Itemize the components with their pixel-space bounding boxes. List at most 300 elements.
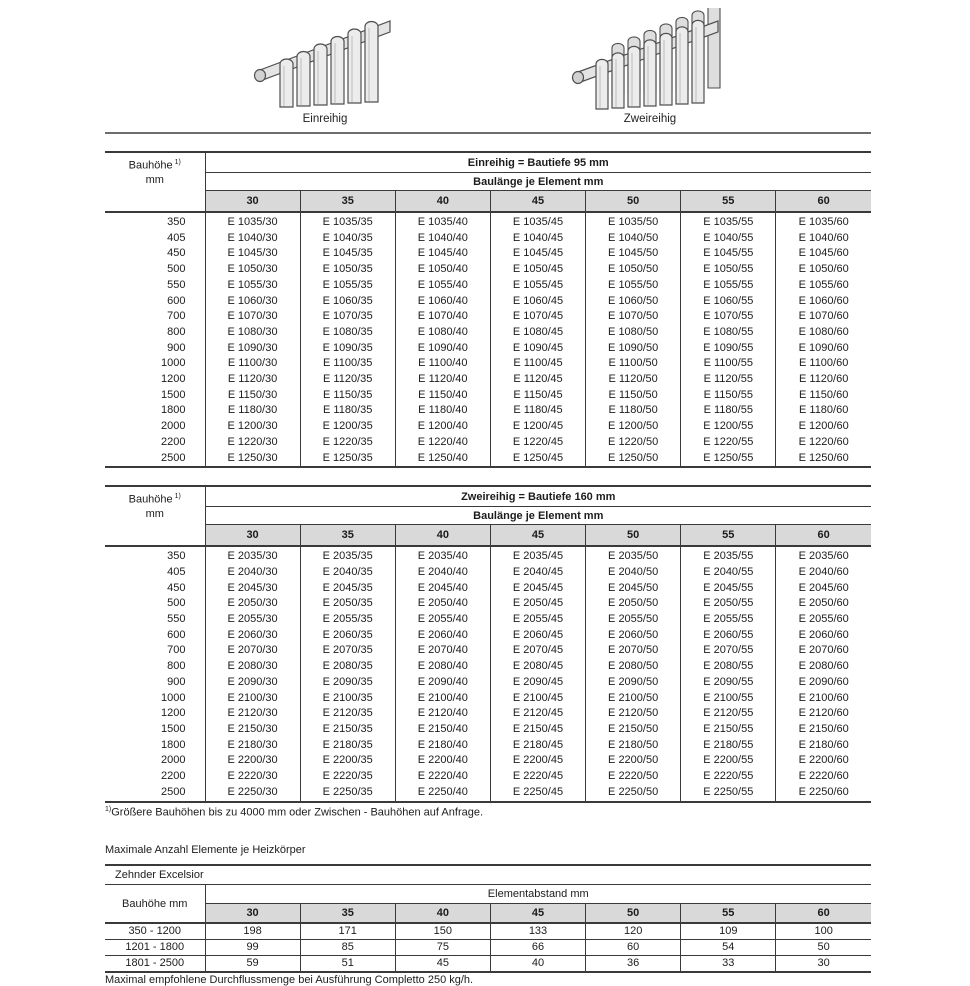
model-code-cell: E 2090/45 (490, 675, 585, 691)
model-code-cell: E 1050/55 (681, 262, 776, 278)
model-code-cell: E 2180/30 (205, 738, 300, 754)
bauhoehe-cell: 1500 (161, 722, 186, 735)
bauhoehe-cell: 350 (167, 216, 186, 228)
max-elements-cell: 45 (395, 956, 490, 973)
model-code-cell: E 1080/30 (205, 325, 300, 341)
model-code-cell: E 2180/50 (586, 738, 681, 754)
model-code-cell: E 2070/30 (205, 643, 300, 659)
model-code-cell: E 1055/50 (586, 278, 681, 294)
model-row (105, 691, 871, 707)
model-code-cell: E 1220/35 (300, 435, 395, 451)
model-code-cell: E 1250/40 (395, 451, 490, 468)
model-code-cell: E 1120/45 (490, 372, 585, 388)
model-code-cell: E 1090/40 (395, 341, 490, 357)
max-elements-cell: 85 (300, 940, 395, 956)
model-code-cell: E 2070/45 (490, 643, 585, 659)
model-code-cell: E 2050/55 (681, 596, 776, 612)
model-code-cell: E 2250/55 (681, 785, 776, 802)
model-code-cell: E 1055/45 (490, 278, 585, 294)
model-row (105, 451, 871, 468)
bauhoehe-cell: 1200 (161, 373, 186, 386)
model-code-cell: E 1045/50 (586, 246, 681, 262)
model-code-cell: E 1040/55 (681, 231, 776, 247)
model-code-cell: E 2045/60 (776, 581, 871, 597)
model-code-cell: E 2120/35 (300, 706, 395, 722)
model-code-cell: E 2080/45 (490, 659, 585, 675)
model-code-cell: E 2090/50 (586, 675, 681, 691)
column-header: 50 (586, 525, 681, 547)
model-row (105, 785, 871, 802)
model-code-cell: E 2180/45 (490, 738, 585, 754)
model-code-cell: E 1090/50 (586, 341, 681, 357)
model-code-cell: E 2070/40 (395, 643, 490, 659)
bauhoehe-cell: 450 (167, 247, 186, 260)
bauhoehe-cell: 2500 (161, 451, 186, 464)
model-code-cell: E 2150/45 (490, 722, 585, 738)
model-code-cell: E 1070/40 (395, 309, 490, 325)
model-code-cell: E 1040/45 (490, 231, 585, 247)
model-row (105, 246, 871, 262)
model-code-cell: E 2150/35 (300, 722, 395, 738)
model-code-cell: E 2040/45 (490, 565, 585, 581)
column-header: 30 (205, 904, 300, 924)
model-code-cell: E 1120/30 (205, 372, 300, 388)
bauhoehe-cell: 1000 (161, 357, 186, 370)
model-code-cell: E 1035/60 (776, 212, 871, 231)
max-elements-cell: 66 (490, 940, 585, 956)
model-row (105, 643, 871, 659)
model-code-cell: E 2180/35 (300, 738, 395, 754)
model-code-cell: E 2250/50 (586, 785, 681, 802)
einreihig-model-table (105, 151, 871, 468)
column-header: 55 (681, 191, 776, 213)
model-code-cell: E 2120/40 (395, 706, 490, 722)
model-code-cell: E 2060/55 (681, 628, 776, 644)
model-row (105, 753, 871, 769)
model-code-cell: E 2080/55 (681, 659, 776, 675)
model-code-cell: E 1100/50 (586, 356, 681, 372)
footnote (105, 806, 871, 819)
figures-row (105, 0, 871, 129)
model-code-cell: E 2050/45 (490, 596, 585, 612)
bauhoehe-unit: mm (145, 507, 164, 520)
model-code-cell: E 1055/30 (205, 278, 300, 294)
model-code-cell: E 2200/40 (395, 753, 490, 769)
model-code-cell: E 1040/40 (395, 231, 490, 247)
max-elements-cell: 59 (205, 956, 300, 973)
table-subheader-row (105, 507, 871, 525)
bauhoehe-cell: 1800 (161, 404, 186, 417)
elements-row (105, 923, 871, 940)
model-code-cell: E 2080/35 (300, 659, 395, 675)
table-header-row (105, 486, 871, 507)
model-code-cell: E 2080/30 (205, 659, 300, 675)
model-code-cell: E 1180/45 (490, 403, 585, 419)
max-elements-table (105, 864, 871, 973)
model-code-cell: E 1220/45 (490, 435, 585, 451)
max-elements-cell: 150 (395, 923, 490, 940)
model-code-cell: E 1060/40 (395, 294, 490, 310)
model-code-cell: E 1120/55 (681, 372, 776, 388)
model-code-cell: E 2250/35 (300, 785, 395, 802)
model-code-cell: E 1055/55 (681, 278, 776, 294)
model-code-cell: E 2150/55 (681, 722, 776, 738)
bauhoehe-label: Bauhöhe (128, 159, 173, 172)
table-title: Einreihig = Bautiefe 95 mm (205, 152, 871, 173)
max-elements-cell: 75 (395, 940, 490, 956)
model-code-cell: E 2045/40 (395, 581, 490, 597)
model-code-cell: E 2055/40 (395, 612, 490, 628)
model-row (105, 565, 871, 581)
model-code-cell: E 1220/50 (586, 435, 681, 451)
table-header-row (105, 885, 871, 904)
table-title: Zweireihig = Bautiefe 160 mm (205, 486, 871, 507)
table-subtitle: Baulänge je Element mm (205, 507, 871, 525)
model-row (105, 738, 871, 754)
column-header: 50 (586, 904, 681, 924)
max-elements-cell: 40 (490, 956, 585, 973)
column-header: 40 (395, 191, 490, 213)
model-code-cell: E 2045/55 (681, 581, 776, 597)
model-code-cell: E 1200/40 (395, 419, 490, 435)
max-elements-cell: 120 (586, 923, 681, 940)
bauhoehe-cell: 800 (167, 660, 186, 673)
elements-row (105, 940, 871, 956)
model-code-cell: E 1250/30 (205, 451, 300, 468)
model-code-cell: E 1070/55 (681, 309, 776, 325)
model-code-cell: E 1060/35 (300, 294, 395, 310)
model-code-cell: E 2090/35 (300, 675, 395, 691)
model-row (105, 372, 871, 388)
footnote-text: Größere Bauhöhen bis zu 4000 mm oder Zwischen - Bauhöhen auf Anfrage. (111, 806, 484, 819)
column-header: 30 (205, 525, 300, 547)
model-row (105, 419, 871, 435)
model-row (105, 388, 871, 404)
model-code-cell: E 2090/60 (776, 675, 871, 691)
bauhoehe-column-header: Bauhöhe mm (105, 885, 205, 924)
column-header: 35 (300, 525, 395, 547)
model-row (105, 294, 871, 310)
model-code-cell: E 2055/50 (586, 612, 681, 628)
model-code-cell: E 1120/50 (586, 372, 681, 388)
model-code-cell: E 1060/30 (205, 294, 300, 310)
model-code-cell: E 1050/60 (776, 262, 871, 278)
model-code-cell: E 2150/60 (776, 722, 871, 738)
model-code-cell: E 2220/60 (776, 769, 871, 785)
model-row (105, 769, 871, 785)
model-code-cell: E 2250/60 (776, 785, 871, 802)
bauhoehe-cell: 350 (167, 550, 186, 563)
model-code-cell: E 1220/30 (205, 435, 300, 451)
model-code-cell: E 1250/60 (776, 451, 871, 468)
model-row (105, 356, 871, 372)
model-row (105, 309, 871, 325)
model-code-cell: E 2040/40 (395, 565, 490, 581)
model-code-cell: E 2200/30 (205, 753, 300, 769)
top-divider (105, 132, 871, 134)
model-code-cell: E 1045/30 (205, 246, 300, 262)
model-table-body (105, 546, 871, 801)
model-code-cell: E 2100/50 (586, 691, 681, 707)
max-elements-cell: 51 (300, 956, 395, 973)
model-code-cell: E 2050/35 (300, 596, 395, 612)
bauhoehe-cell: 2000 (161, 420, 186, 433)
model-code-cell: E 2180/55 (681, 738, 776, 754)
bauhoehe-cell: 2000 (161, 754, 186, 767)
model-code-cell: E 2050/60 (776, 596, 871, 612)
elements-table-body (105, 923, 871, 972)
model-code-cell: E 1150/35 (300, 388, 395, 404)
bauhoehe-range-cell: 1201 - 1800 (105, 940, 205, 956)
model-code-cell: E 1150/50 (586, 388, 681, 404)
bauhoehe-column-header (105, 486, 205, 546)
model-code-cell: E 1040/50 (586, 231, 681, 247)
model-code-cell: E 1060/50 (586, 294, 681, 310)
model-row (105, 612, 871, 628)
model-code-cell: E 1090/35 (300, 341, 395, 357)
model-code-cell: E 2250/45 (490, 785, 585, 802)
model-code-cell: E 1250/45 (490, 451, 585, 468)
model-code-cell: E 1040/60 (776, 231, 871, 247)
model-code-cell: E 2060/50 (586, 628, 681, 644)
model-code-cell: E 1045/55 (681, 246, 776, 262)
model-code-cell: E 1035/30 (205, 212, 300, 231)
model-code-cell: E 2035/35 (300, 546, 395, 565)
model-code-cell: E 1060/55 (681, 294, 776, 310)
model-code-cell: E 1180/60 (776, 403, 871, 419)
column-header: 35 (300, 191, 395, 213)
column-header: 45 (490, 191, 585, 213)
column-header: 40 (395, 904, 490, 924)
model-row (105, 659, 871, 675)
model-code-cell: E 2080/60 (776, 659, 871, 675)
model-code-cell: E 2035/30 (205, 546, 300, 565)
model-code-cell: E 2200/50 (586, 753, 681, 769)
max-elements-cell: 99 (205, 940, 300, 956)
model-code-cell: E 2220/55 (681, 769, 776, 785)
column-header: 45 (490, 904, 585, 924)
max-elements-cell: 109 (681, 923, 776, 940)
bauhoehe-label: Bauhöhe (128, 493, 173, 506)
bauhoehe-column-header (105, 152, 205, 212)
model-code-cell: E 1150/55 (681, 388, 776, 404)
model-code-cell: E 2050/50 (586, 596, 681, 612)
model-code-cell: E 2200/55 (681, 753, 776, 769)
model-code-cell: E 2060/60 (776, 628, 871, 644)
column-header-row (105, 525, 871, 547)
model-code-cell: E 2055/30 (205, 612, 300, 628)
model-code-cell: E 2070/35 (300, 643, 395, 659)
figure-caption-einreihig: Einreihig (302, 113, 348, 125)
bauhoehe-range-cell: 1801 - 2500 (125, 957, 185, 970)
radiator-double-row-illustration (570, 8, 730, 111)
model-code-cell: E 2220/50 (586, 769, 681, 785)
model-code-cell: E 1040/30 (205, 231, 300, 247)
model-code-cell: E 2060/45 (490, 628, 585, 644)
model-code-cell: E 1220/60 (776, 435, 871, 451)
model-code-cell: E 1180/55 (681, 403, 776, 419)
bauhoehe-cell: 500 (167, 597, 186, 610)
model-code-cell: E 2040/60 (776, 565, 871, 581)
model-code-cell: E 1100/35 (300, 356, 395, 372)
model-code-cell: E 1070/50 (586, 309, 681, 325)
bauhoehe-cell: 600 (167, 628, 186, 641)
model-code-cell: E 2040/55 (681, 565, 776, 581)
model-code-cell: E 1090/55 (681, 341, 776, 357)
model-code-cell: E 2055/45 (490, 612, 585, 628)
bauhoehe-cell: 1500 (161, 388, 186, 401)
model-code-cell: E 1200/45 (490, 419, 585, 435)
model-code-cell: E 2120/50 (586, 706, 681, 722)
bauhoehe-cell: 900 (167, 341, 186, 354)
table-title: Elementabstand mm (205, 885, 871, 904)
model-code-cell: E 2100/30 (205, 691, 300, 707)
bauhoehe-cell: 900 (167, 675, 186, 688)
column-header: 55 (681, 525, 776, 547)
model-code-cell: E 1180/50 (586, 403, 681, 419)
model-code-cell: E 2035/55 (681, 546, 776, 565)
bauhoehe-cell: 405 (167, 565, 186, 578)
bauhoehe-cell: 700 (167, 644, 186, 657)
model-code-cell: E 1080/45 (490, 325, 585, 341)
model-code-cell: E 1050/30 (205, 262, 300, 278)
bauhoehe-cell: 550 (167, 613, 186, 626)
model-code-cell: E 2080/40 (395, 659, 490, 675)
model-code-cell: E 2090/30 (205, 675, 300, 691)
column-header: 60 (776, 191, 871, 213)
model-code-cell: E 2250/40 (395, 785, 490, 802)
model-code-cell: E 2045/30 (205, 581, 300, 597)
brand-name: Zehnder Excelsior (105, 865, 871, 885)
bauhoehe-range-cell: 350 - 1200 (105, 923, 205, 940)
model-code-cell: E 1055/40 (395, 278, 490, 294)
model-code-cell: E 2070/60 (776, 643, 871, 659)
model-code-cell: E 2100/60 (776, 691, 871, 707)
model-row (105, 596, 871, 612)
model-code-cell: E 2070/50 (586, 643, 681, 659)
column-header: 60 (776, 525, 871, 547)
model-row (105, 278, 871, 294)
model-code-cell: E 2150/40 (395, 722, 490, 738)
model-code-cell: E 2120/55 (681, 706, 776, 722)
model-code-cell: E 1150/45 (490, 388, 585, 404)
bauhoehe-unit: mm (145, 173, 164, 186)
model-row (105, 262, 871, 278)
model-row (105, 231, 871, 247)
max-elements-cell: 198 (205, 923, 300, 940)
model-row (105, 435, 871, 451)
model-code-cell: E 2200/60 (776, 753, 871, 769)
max-elements-cell: 30 (776, 956, 871, 973)
figure-einreihig (240, 8, 410, 125)
column-header: 45 (490, 525, 585, 547)
model-code-cell: E 1220/40 (395, 435, 490, 451)
model-code-cell: E 2035/60 (776, 546, 871, 565)
bauhoehe-cell: 500 (167, 263, 186, 276)
max-elements-cell: 100 (776, 923, 871, 940)
model-code-cell: E 2060/30 (205, 628, 300, 644)
model-code-cell: E 2150/30 (205, 722, 300, 738)
column-header: 35 (300, 904, 395, 924)
model-code-cell: E 2080/50 (586, 659, 681, 675)
bauhoehe-cell: 1800 (161, 738, 186, 751)
bauhoehe-cell: 700 (167, 310, 186, 323)
model-code-cell: E 1080/60 (776, 325, 871, 341)
model-row (105, 706, 871, 722)
max-elements-cell: 54 (681, 940, 776, 956)
model-code-cell: E 1035/40 (395, 212, 490, 231)
model-code-cell: E 2060/35 (300, 628, 395, 644)
model-code-cell: E 2100/45 (490, 691, 585, 707)
model-code-cell: E 1080/50 (586, 325, 681, 341)
max-elements-cell: 133 (490, 923, 585, 940)
model-code-cell: E 1090/30 (205, 341, 300, 357)
max-elements-cell: 33 (681, 956, 776, 973)
model-code-cell: E 1180/35 (300, 403, 395, 419)
model-code-cell: E 1090/60 (776, 341, 871, 357)
zweireihig-model-table (105, 485, 871, 802)
bauhoehe-cell: 2500 (161, 785, 186, 798)
model-code-cell: E 2090/40 (395, 675, 490, 691)
column-header: 55 (681, 904, 776, 924)
model-code-cell: E 1250/50 (586, 451, 681, 468)
footnote-mark: 1) (174, 159, 181, 166)
model-code-cell: E 1060/60 (776, 294, 871, 310)
model-code-cell: E 2180/60 (776, 738, 871, 754)
column-header: 40 (395, 525, 490, 547)
model-code-cell: E 1200/30 (205, 419, 300, 435)
model-code-cell: E 1080/55 (681, 325, 776, 341)
model-code-cell: E 1035/55 (681, 212, 776, 231)
model-code-cell: E 1045/60 (776, 246, 871, 262)
model-code-cell: E 1080/40 (395, 325, 490, 341)
model-code-cell: E 2180/40 (395, 738, 490, 754)
model-row (105, 403, 871, 419)
bauhoehe-cell: 450 (167, 581, 186, 594)
model-code-cell: E 2055/60 (776, 612, 871, 628)
column-header: 30 (205, 191, 300, 213)
model-code-cell: E 1060/45 (490, 294, 585, 310)
model-code-cell: E 2050/30 (205, 596, 300, 612)
bauhoehe-cell: 1000 (161, 691, 186, 704)
model-code-cell: E 1150/30 (205, 388, 300, 404)
model-code-cell: E 2090/55 (681, 675, 776, 691)
model-code-cell: E 1090/45 (490, 341, 585, 357)
model-code-cell: E 2150/50 (586, 722, 681, 738)
model-code-cell: E 2250/30 (205, 785, 300, 802)
model-code-cell: E 2100/35 (300, 691, 395, 707)
model-code-cell: E 1050/35 (300, 262, 395, 278)
figure-caption-zweireihig: Zweireihig (623, 113, 677, 125)
bauhoehe-cell: 1200 (161, 707, 186, 720)
model-code-cell: E 1150/40 (395, 388, 490, 404)
model-code-cell: E 2040/30 (205, 565, 300, 581)
model-code-cell: E 2045/35 (300, 581, 395, 597)
model-row (105, 325, 871, 341)
model-code-cell: E 1055/60 (776, 278, 871, 294)
model-code-cell: E 1070/35 (300, 309, 395, 325)
model-code-cell: E 2055/35 (300, 612, 395, 628)
model-row (105, 581, 871, 597)
model-code-cell: E 2220/40 (395, 769, 490, 785)
model-code-cell: E 1035/45 (490, 212, 585, 231)
model-code-cell: E 1100/30 (205, 356, 300, 372)
figure-zweireihig (565, 8, 735, 125)
bottom-note: Maximal empfohlene Durchflussmenge bei Ausführung Completto 250 kg/h. (105, 974, 474, 986)
column-header: 50 (586, 191, 681, 213)
model-code-cell: E 1180/40 (395, 403, 490, 419)
model-row (105, 675, 871, 691)
